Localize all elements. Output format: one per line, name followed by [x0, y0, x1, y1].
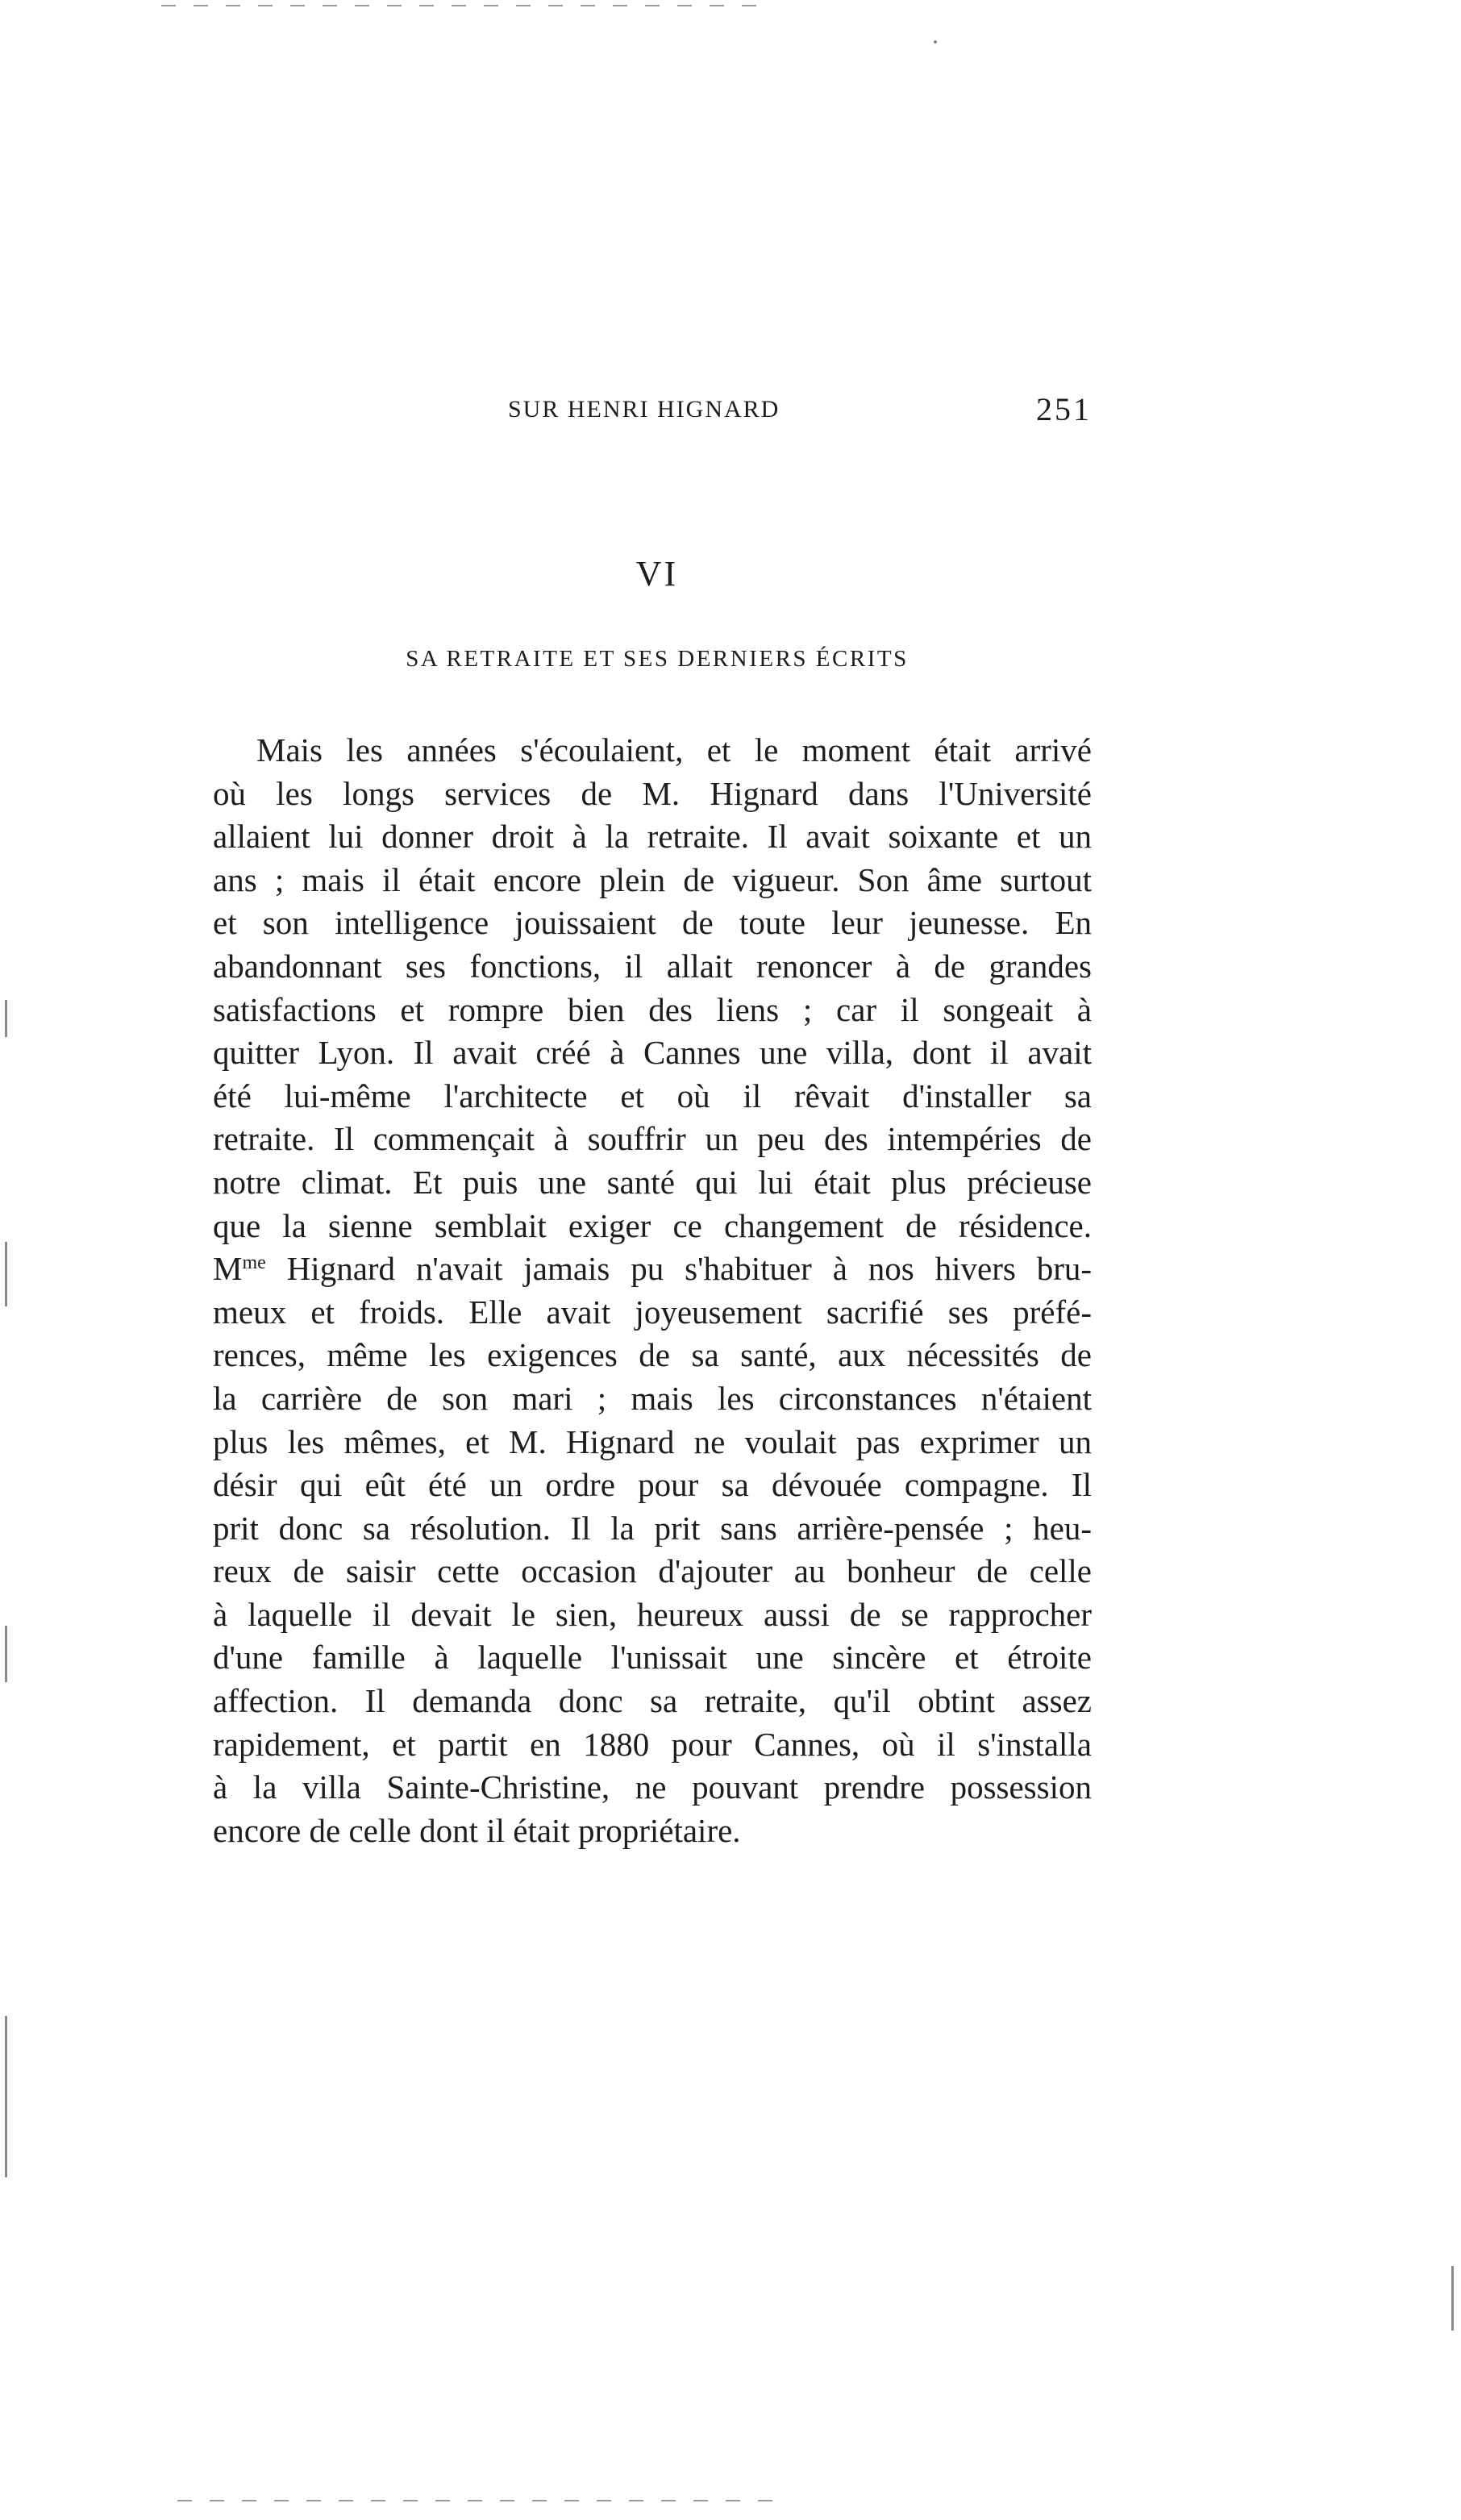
- text-line: rences, même les exigences de sa santé, aux nécessités de: [213, 1336, 1092, 1374]
- scan-artifact-bottom: [177, 2500, 790, 2501]
- scan-artifact-top: [161, 5, 774, 6]
- text-line: encore de celle dont il était propriétaire.: [213, 1811, 741, 1849]
- text-line: rapidement, et partit en 1880 pour Cannes, où il s'installa: [213, 1725, 1092, 1763]
- text-line: et son intelligence jouissaient de toute leur jeunesse. En: [213, 904, 1092, 942]
- body-paragraph: [213, 729, 1092, 1852]
- abbreviation-superscript: me: [242, 1252, 266, 1274]
- text-line: où les longs services de M. Hignard dans l'Université: [213, 774, 1092, 812]
- page-number: 251: [1036, 391, 1092, 427]
- text-line: allaient lui donner droit à la retraite. Il avait soixante et un: [213, 818, 1092, 856]
- text-line: ans ; mais il était encore plein de vigueur. Son âme surtout: [213, 860, 1092, 898]
- text-line: la carrière de son mari ; mais les circonstances n'étaient: [213, 1379, 1092, 1417]
- text-line: meux et froids. Elle avait joyeusement sacrifié ses préfé-: [213, 1293, 1092, 1331]
- text-line: satisfactions et rompre bien des liens ; car il songeait à: [213, 990, 1092, 1028]
- text-line: été lui-même l'architecte et où il rêvait d'installer sa: [213, 1077, 1092, 1114]
- text-line: prit donc sa résolution. Il la prit sans arrière-pensée ; heu-: [213, 1509, 1092, 1547]
- text-line: que la sienne semblait exiger ce changement de résidence.: [213, 1206, 1092, 1244]
- running-title: SUR HENRI HIGNARD: [508, 396, 780, 423]
- text-line: à la villa Sainte-Christine, ne pouvant prendre possession: [213, 1768, 1092, 1806]
- scan-artifact-right-edge: [1451, 2266, 1454, 2330]
- text-line: quitter Lyon. Il avait créé à Cannes une villa, dont il avait: [213, 1034, 1092, 1072]
- text-line: Mais les années s'écoulaient, et le moment était arrivé: [256, 731, 1092, 768]
- text-line: reux de saisir cette occasion d'ajouter au bonheur de celle: [213, 1552, 1092, 1590]
- scan-artifact-left-edge: [5, 1000, 7, 1037]
- text-line: abandonnant ses fonctions, il allait renoncer à de grandes: [213, 947, 1092, 985]
- text-line-with-abbreviation: [213, 1248, 1092, 1291]
- scan-artifact-left-edge: [5, 1626, 7, 1682]
- text-line-rest: Hignard n'avait jamais pu s'habituer à nos hivers bru-: [286, 1250, 1093, 1288]
- running-header: [213, 385, 1092, 434]
- text-line: retraite. Il commençait à souffrir un peu des intempéries de: [213, 1120, 1092, 1158]
- abbreviation: [213, 1250, 266, 1287]
- chapter-title: SA RETRAITE ET SES DERNIERS ÉCRITS: [406, 646, 909, 672]
- text-line: à laquelle il devait le sien, heureux aussi de se rapprocher: [213, 1595, 1092, 1633]
- chapter-numeral: VI: [635, 554, 679, 594]
- scan-artifact-left-edge: [5, 2016, 7, 2177]
- text-line: désir qui eût été un ordre pour sa dévouée compagne. Il: [213, 1466, 1092, 1504]
- text-line: plus les mêmes, et M. Hignard ne voulait pas exprimer un: [213, 1422, 1092, 1460]
- text-line: notre climat. Et puis une santé qui lui était plus précieuse: [213, 1163, 1092, 1201]
- scan-artifact-dot: [934, 40, 937, 44]
- text-line: affection. Il demanda donc sa retraite, qu'il obtint assez: [213, 1682, 1092, 1720]
- text-line: d'une famille à laquelle l'unissait une sincère et étroite: [213, 1639, 1092, 1677]
- scan-artifact-left-edge: [5, 1242, 7, 1306]
- abbreviation-base: M: [213, 1250, 243, 1288]
